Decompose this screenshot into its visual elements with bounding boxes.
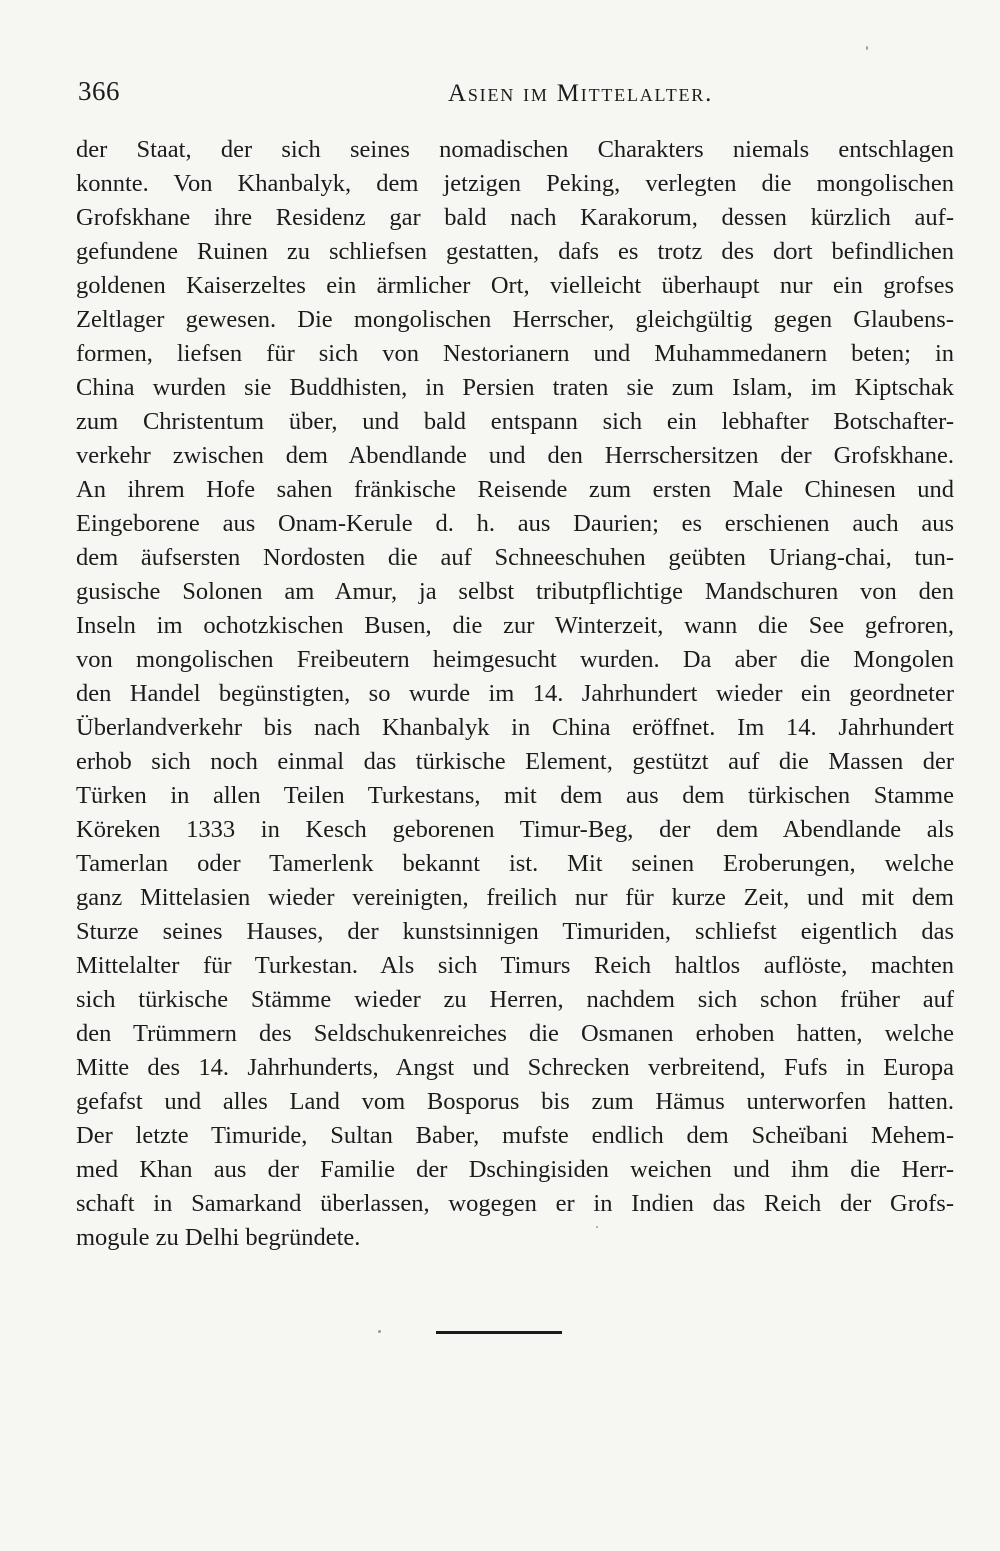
page-header: [76, 76, 954, 116]
text-line: China wurden sie Buddhisten, in Persien traten sie zum Islam, im Kiptschak: [76, 374, 954, 401]
text-line: Mitte des 14. Jahrhunderts, Angst und Schrecken verbreitend, Fufs in Europa: [76, 1054, 954, 1081]
paper-speck: [866, 46, 868, 50]
text-line: Eingeborene aus Onam-Kerule d. h. aus Daurien; es erschienen auch aus: [76, 510, 954, 537]
text-line: formen, liefsen für sich von Nestorianern und Muhammedanern beten; in: [76, 340, 954, 367]
paper-speck: [378, 1330, 381, 1333]
text-line-last: mogule zu Delhi begründete.: [76, 1224, 361, 1251]
text-line: zum Christentum über, und bald entspann sich ein lebhafter Botschafter-: [76, 408, 954, 435]
text-line: erhob sich noch einmal das türkische Element, gestützt auf die Massen der: [76, 748, 954, 775]
text-line: Grofskhane ihre Residenz gar bald nach Karakorum, dessen kürzlich auf-: [76, 204, 954, 231]
text-line: Tamerlan oder Tamerlenk bekannt ist. Mit seinen Eroberungen, welche: [76, 850, 954, 877]
text-line: verkehr zwischen dem Abendlande und den Herrschersitzen der Grofskhane.: [76, 442, 954, 469]
paper-speck: [596, 1226, 598, 1228]
text-line: Türken in allen Teilen Turkestans, mit dem aus dem türkischen Stamme: [76, 782, 954, 809]
text-line: gusische Solonen am Amur, ja selbst tributpflichtige Mandschuren von den: [76, 578, 954, 605]
text-line: Zeltlager gewesen. Die mongolischen Herrscher, gleichgültig gegen Glaubens-: [76, 306, 954, 333]
text-line: Sturze seines Hauses, der kunstsinnigen Timuriden, schliefst eigentlich das: [76, 918, 954, 945]
text-line: Inseln im ochotzkischen Busen, die zur Winterzeit, wann die See gefroren,: [76, 612, 954, 639]
text-line: gefafst und alles Land vom Bosporus bis zum Hämus unterworfen hatten.: [76, 1088, 954, 1115]
text-line: ganz Mittelasien wieder vereinigten, freilich nur für kurze Zeit, und mit dem: [76, 884, 954, 911]
text-line: gefundene Ruinen zu schliefsen gestatten, dafs es trotz des dort befindlichen: [76, 238, 954, 265]
text-line: sich türkische Stämme wieder zu Herren, nachdem sich schon früher auf: [76, 986, 954, 1013]
text-line: Köreken 1333 in Kesch geborenen Timur-Beg, der dem Abendlande als: [76, 816, 954, 843]
text-line: goldenen Kaiserzeltes ein ärmlicher Ort, vielleicht überhaupt nur ein grofses: [76, 272, 954, 299]
text-line: den Handel begünstigten, so wurde im 14. Jahrhundert wieder ein geordneter: [76, 680, 954, 707]
text-line: konnte. Von Khanbalyk, dem jetzigen Peking, verlegten die mongolischen: [76, 170, 954, 197]
text-line: den Trümmern des Seldschukenreiches die Osmanen erhoben hatten, welche: [76, 1020, 954, 1047]
text-line: Der letzte Timuride, Sultan Baber, mufste endlich dem Scheïbani Mehem-: [76, 1122, 954, 1149]
text-line: schaft in Samarkand überlassen, wogegen er in Indien das Reich der Grofs-: [76, 1190, 954, 1217]
text-line: Überlandverkehr bis nach Khanbalyk in China eröffnet. Im 14. Jahrhundert: [76, 714, 954, 741]
page-number: 366: [78, 76, 120, 106]
text-line: der Staat, der sich seines nomadischen Charakters niemals entschlagen: [76, 136, 954, 163]
text-line: von mongolischen Freibeutern heimgesucht wurden. Da aber die Mongolen: [76, 646, 954, 673]
text-line: An ihrem Hofe sahen fränkische Reisende zum ersten Male Chinesen und: [76, 476, 954, 503]
text-line: Mittelalter für Turkestan. Als sich Timurs Reich haltlos auflöste, machten: [76, 952, 954, 979]
text-line: dem äufsersten Nordosten die auf Schneeschuhen geübten Uriang-chai, tun-: [76, 544, 954, 571]
running-head: Asien im Mittelalter.: [448, 80, 714, 107]
text-line: med Khan aus der Familie der Dschingisiden weichen und ihm die Herr-: [76, 1156, 954, 1183]
section-end-rule: [436, 1331, 562, 1334]
